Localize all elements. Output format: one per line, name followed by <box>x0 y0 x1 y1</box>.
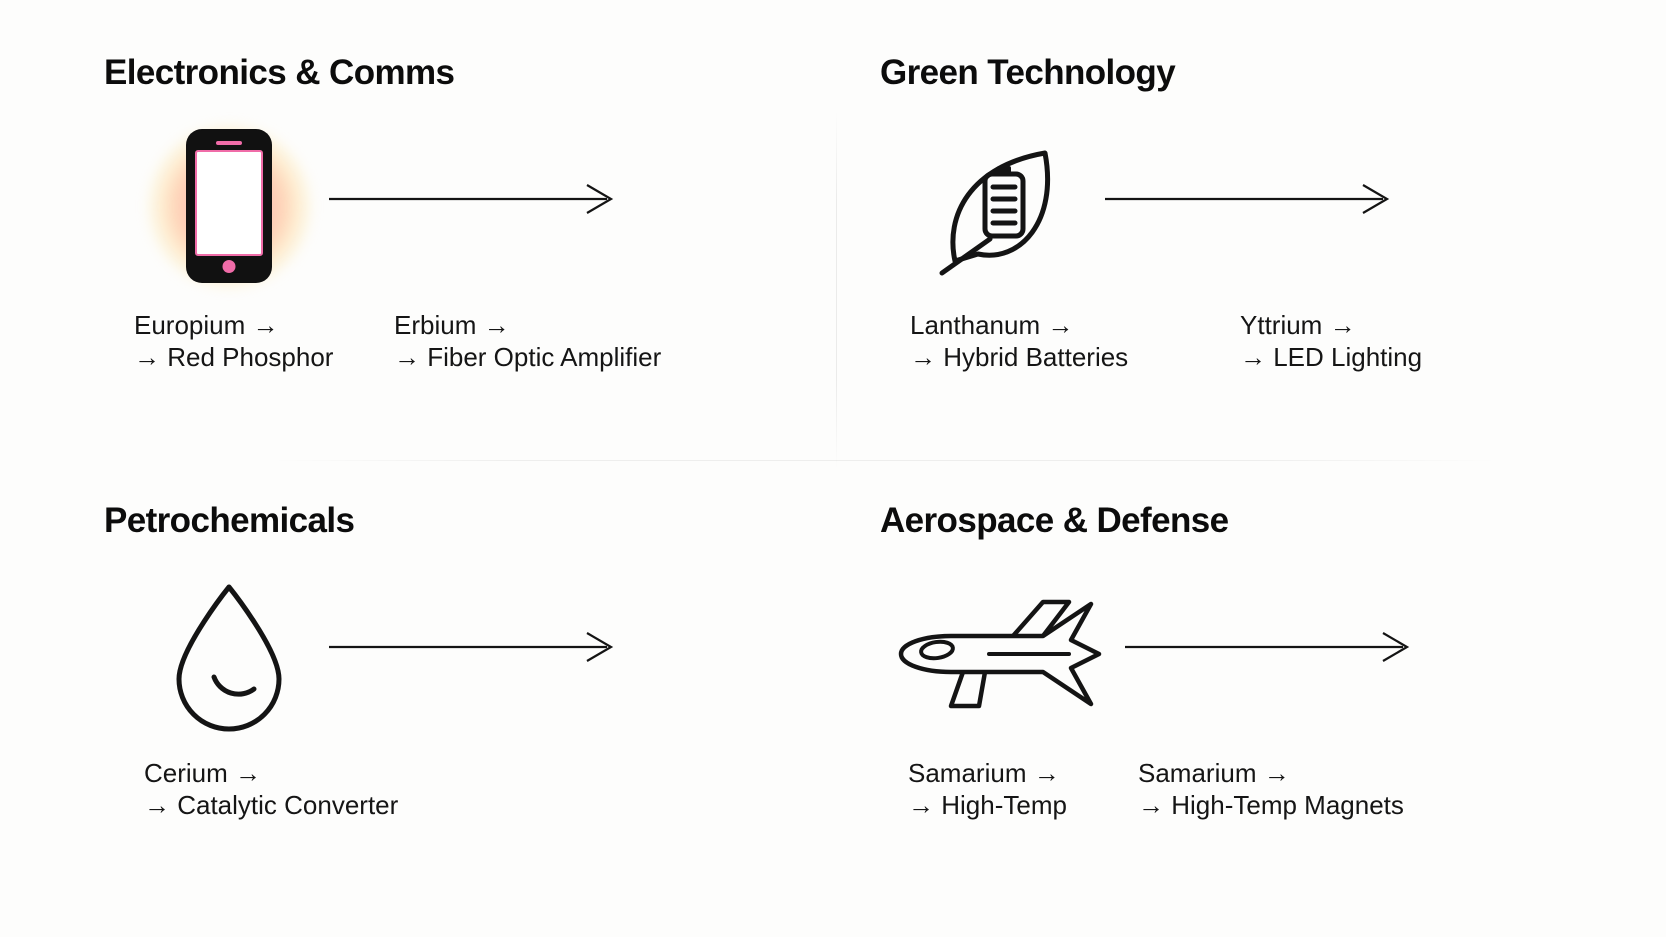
smartphone-icon <box>134 119 324 294</box>
label-item-1 <box>134 309 333 374</box>
phone-screen <box>195 150 263 256</box>
right-arrow-icon <box>329 627 619 667</box>
quadrant-body <box>880 119 1640 419</box>
label-application: → Red Phosphor <box>134 342 334 372</box>
quadrant-title: Green Technology <box>880 53 1176 92</box>
quadrant-electronics-comms <box>0 24 820 472</box>
label-element: Cerium → <box>144 757 262 788</box>
label-application: → High-Temp Magnets <box>1138 790 1404 820</box>
phone-speaker <box>216 141 242 145</box>
label-application: → Catalytic Converter <box>144 790 399 820</box>
label-item-1 <box>908 757 1067 822</box>
quadrant-aerospace-defense <box>820 472 1640 920</box>
fighter-jet-icon <box>890 567 1110 742</box>
leaf-battery-icon <box>910 119 1100 294</box>
label-element: Yttrium → <box>1240 309 1356 340</box>
quadrant-petrochemicals <box>0 472 820 920</box>
quadrant-title: Electronics & Comms <box>104 53 455 92</box>
label-item-1 <box>910 309 1128 374</box>
label-application: → Hybrid Batteries <box>910 342 1129 372</box>
label-application: → High-Temp <box>908 790 1067 820</box>
label-item-1 <box>144 757 398 822</box>
right-arrow-icon <box>1105 179 1395 219</box>
right-arrow-icon <box>1125 627 1415 667</box>
quadrant-body <box>104 119 820 419</box>
quadrant-green-technology <box>820 24 1640 472</box>
label-application: → LED Lighting <box>1240 342 1423 372</box>
label-element: Erbium → <box>394 309 510 340</box>
quadrant-body <box>880 567 1640 867</box>
quadrant-title: Petrochemicals <box>104 501 355 540</box>
label-element: Lanthanum → <box>910 309 1074 340</box>
label-element: Samarium → <box>908 757 1060 788</box>
label-item-2 <box>394 309 661 374</box>
right-arrow-icon <box>329 179 619 219</box>
droplet-icon <box>134 567 324 742</box>
quadrant-title: Aerospace & Defense <box>880 501 1229 540</box>
label-element: Samarium → <box>1138 757 1290 788</box>
phone-body <box>187 130 271 282</box>
label-item-2 <box>1138 757 1404 822</box>
label-item-2 <box>1240 309 1422 374</box>
phone-home-button <box>223 260 236 273</box>
label-element: Europium → <box>134 309 279 340</box>
quadrant-body <box>104 567 820 867</box>
label-application: → Fiber Optic Amplifier <box>394 342 662 372</box>
